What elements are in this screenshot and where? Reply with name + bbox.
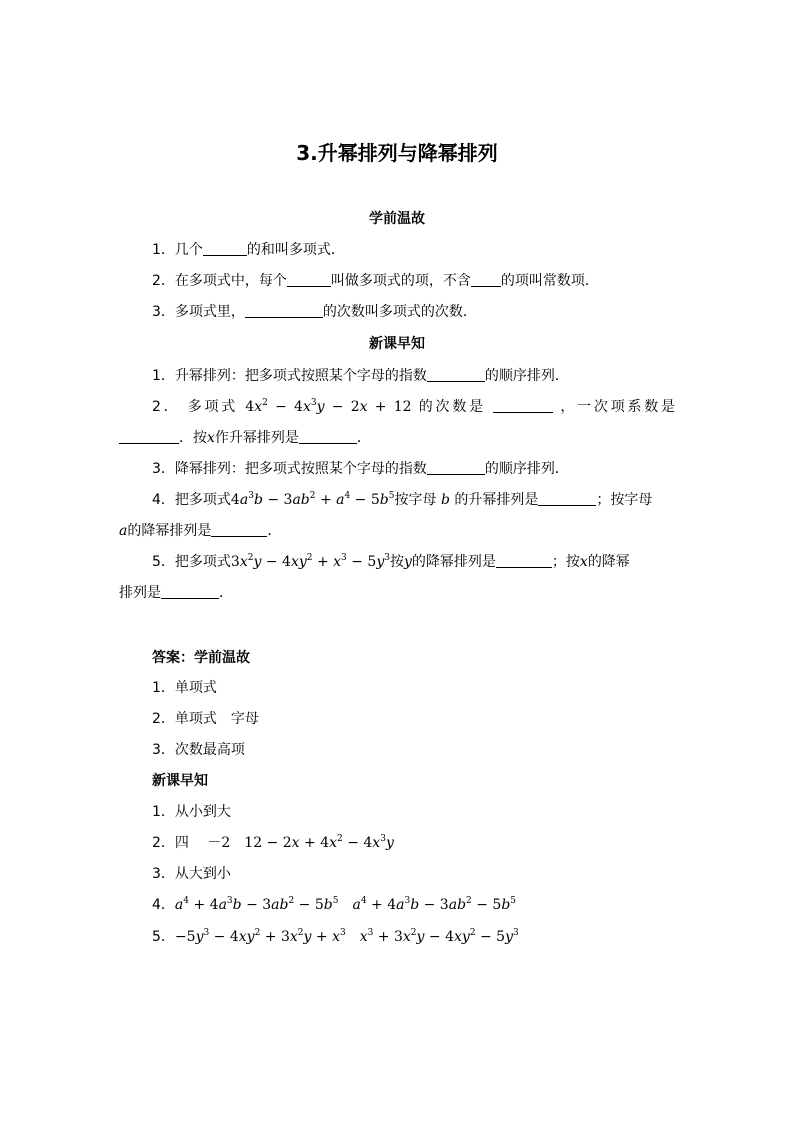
answer-blank — [427, 366, 485, 382]
math-expression: $a^4 + 4a^3b - 3ab^2 - 5b^5$ $a^4 + 4a^3b - 3ab^2 - 5b^5$ — [174, 896, 517, 913]
new-question-2-line2: ．按x作升幂排列是 ． — [119, 428, 371, 448]
answer-blank — [538, 490, 596, 506]
answers-new-label: 新课早知 — [152, 773, 208, 789]
math-expression: $-5y^3 - 4xy^2 + 3x^2y + x^3$ $x^3 + 3x^2y - 4xy^2 - 5y^3$ — [174, 928, 519, 945]
answer-blank — [427, 459, 485, 475]
math-expression: $4a^3b - 3ab^2 + a^4 - 5b^5$ — [230, 491, 395, 508]
new-question-3: 3．降幂排列：把多项式按照某个字母的指数 的顺序排列． — [152, 461, 569, 477]
page-title: 3.升幂排列与降幂排列 — [296, 141, 498, 165]
answer-blank — [496, 552, 552, 568]
new-question-5-line2: 排列是 ． — [119, 585, 233, 601]
new-question-5-line1: 5．把多项式$3x^2y - 4xy^2 + x^3 - 5y^3$按y的降幂排列是 ；按x的降幂 — [152, 553, 630, 570]
answer-new-3: 3．从大到小 — [152, 866, 231, 882]
new-question-4-line1: 4．把多项式$4a^3b - 3ab^2 + a^4 - 5b^5$按字母 b 的升幂排列是 ；按字母 — [152, 491, 653, 508]
section-heading-review: 学前温故 — [369, 211, 425, 227]
answer-review-2: 2．单项式 字母 — [152, 711, 259, 727]
section-heading-new: 新课早知 — [369, 336, 425, 352]
answer-new-1: 1．从小到大 — [152, 804, 231, 820]
answer-new-4: 4．$a^4 + 4a^3b - 3ab^2 - 5b^5$ $a^4 + 4a^3b - 3ab^2 - 5b^5$ — [152, 896, 517, 913]
answer-blank — [211, 521, 267, 537]
answer-blank — [119, 428, 179, 444]
answer-blank — [493, 397, 553, 413]
review-question-2: 2．在多项式中，每个 叫做多项式的项，不含 的项叫常数项． — [152, 273, 599, 289]
new-question-1: 1．升幂排列：把多项式按照某个字母的指数 的顺序排列． — [152, 368, 569, 384]
answer-blank — [203, 240, 247, 256]
math-expression: $12 - 2x + 4x^2 - 4x^3y$ — [244, 834, 394, 851]
answer-new-5: 5．$-5y^3 - 4xy^2 + 3x^2y + x^3$ $x^3 + 3x^2y - 4xy^2 - 5y^3$ — [152, 928, 519, 945]
answer-review-1: 1．单项式 — [152, 680, 217, 696]
answer-blank — [161, 583, 219, 599]
answer-review-3: 3．次数最高项 — [152, 742, 245, 758]
math-expression: $3x^2y - 4xy^2 + x^3 - 5y^3$ — [230, 553, 390, 570]
answer-blank — [245, 302, 323, 318]
answer-new-2: 2．四 －2 $12 - 2x + 4x^2 - 4x^3y$ — [152, 834, 394, 851]
answer-blank — [287, 271, 331, 287]
math-expression: $4x^2 - 4x^3y - 2x + 12$ — [245, 398, 412, 415]
answer-blank — [299, 428, 357, 444]
review-question-3: 3．多项式里， 的次数叫多项式的次数． — [152, 304, 477, 320]
new-question-4-line2: a的降幂排列是 ． — [119, 523, 282, 539]
new-question-2-line1: 2． 多项式 $4x^2 - 4x^3y - 2x + 12$ 的次数是 ，一次项系数是 — [152, 398, 676, 415]
answer-blank — [471, 271, 501, 287]
review-question-1: 1．几个 的和叫多项式． — [152, 242, 345, 258]
answers-label: 答案：学前温故 — [152, 650, 250, 666]
